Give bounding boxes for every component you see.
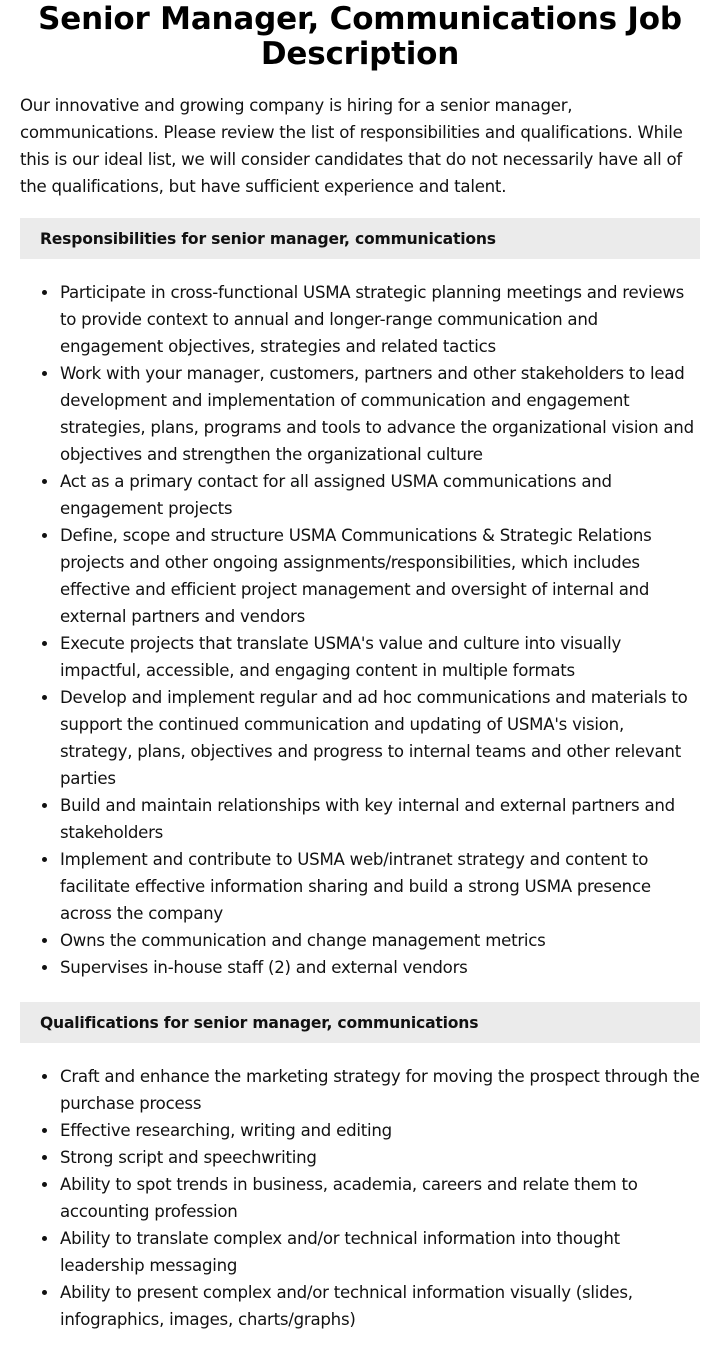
intro-paragraph: Our innovative and growing company is hiring for a senior manager, communications. Please review the list of responsibilities and qualifications. While this is our ideal list, we will consider candidates that do not necessarily have all of the qualifications, but have sufficient experience and talent. <box>20 96 683 196</box>
responsibility-item: Define, scope and structure USMA Communications & Strategic Relations projects and other ongoing assignments/responsibilities, which includes effective and efficient project management and oversight of internal and external partners and vendors <box>60 522 700 630</box>
job-description-page <box>0 2 720 1333</box>
responsibility-item: Participate in cross-functional USMA strategic planning meetings and reviews to provide context to annual and longer-range communication and engagement objectives, strategies and related tactics <box>60 279 700 360</box>
qualification-item: Craft and enhance the marketing strategy for moving the prospect through the purchase process <box>60 1063 700 1117</box>
qualification-item: Ability to translate complex and/or technical information into thought leadership messaging <box>60 1225 700 1279</box>
responsibility-item: Act as a primary contact for all assigned USMA communications and engagement projects <box>60 468 700 522</box>
qualification-item: Ability to present complex and/or technical information visually (slides, infographics, images, charts/graphs) <box>60 1279 700 1333</box>
responsibilities-list <box>20 279 700 981</box>
responsibility-item: Execute projects that translate USMA's value and culture into visually impactful, accessible, and engaging content in multiple formats <box>60 630 700 684</box>
responsibility-item: Develop and implement regular and ad hoc communications and materials to support the continued communication and updating of USMA's vision, strategy, plans, objectives and progress to internal teams and other relevant parties <box>60 684 700 792</box>
qualification-item: Ability to spot trends in business, academia, careers and relate them to accounting profession <box>60 1171 700 1225</box>
qualifications-heading: Qualifications for senior manager, communications <box>20 1002 700 1043</box>
responsibility-item: Implement and contribute to USMA web/intranet strategy and content to facilitate effective information sharing and build a strong USMA presence across the company <box>60 846 700 927</box>
responsibility-item: Owns the communication and change management metrics <box>60 927 700 954</box>
responsibility-item: Work with your manager, customers, partners and other stakeholders to lead development and implementation of communication and engagement strategies, plans, programs and tools to advance the organizational vision and objectives and strengthen the organizational culture <box>60 360 700 468</box>
responsibility-item: Supervises in-house staff (2) and external vendors <box>60 954 700 981</box>
qualifications-list <box>20 1063 700 1333</box>
page-title: Senior Manager, Communications Job Description <box>38 1 682 72</box>
responsibility-item: Build and maintain relationships with key internal and external partners and stakeholders <box>60 792 700 846</box>
qualification-item: Effective researching, writing and editing <box>60 1117 700 1144</box>
qualification-item: Strong script and speechwriting <box>60 1144 700 1171</box>
responsibilities-heading: Responsibilities for senior manager, communications <box>20 218 700 259</box>
